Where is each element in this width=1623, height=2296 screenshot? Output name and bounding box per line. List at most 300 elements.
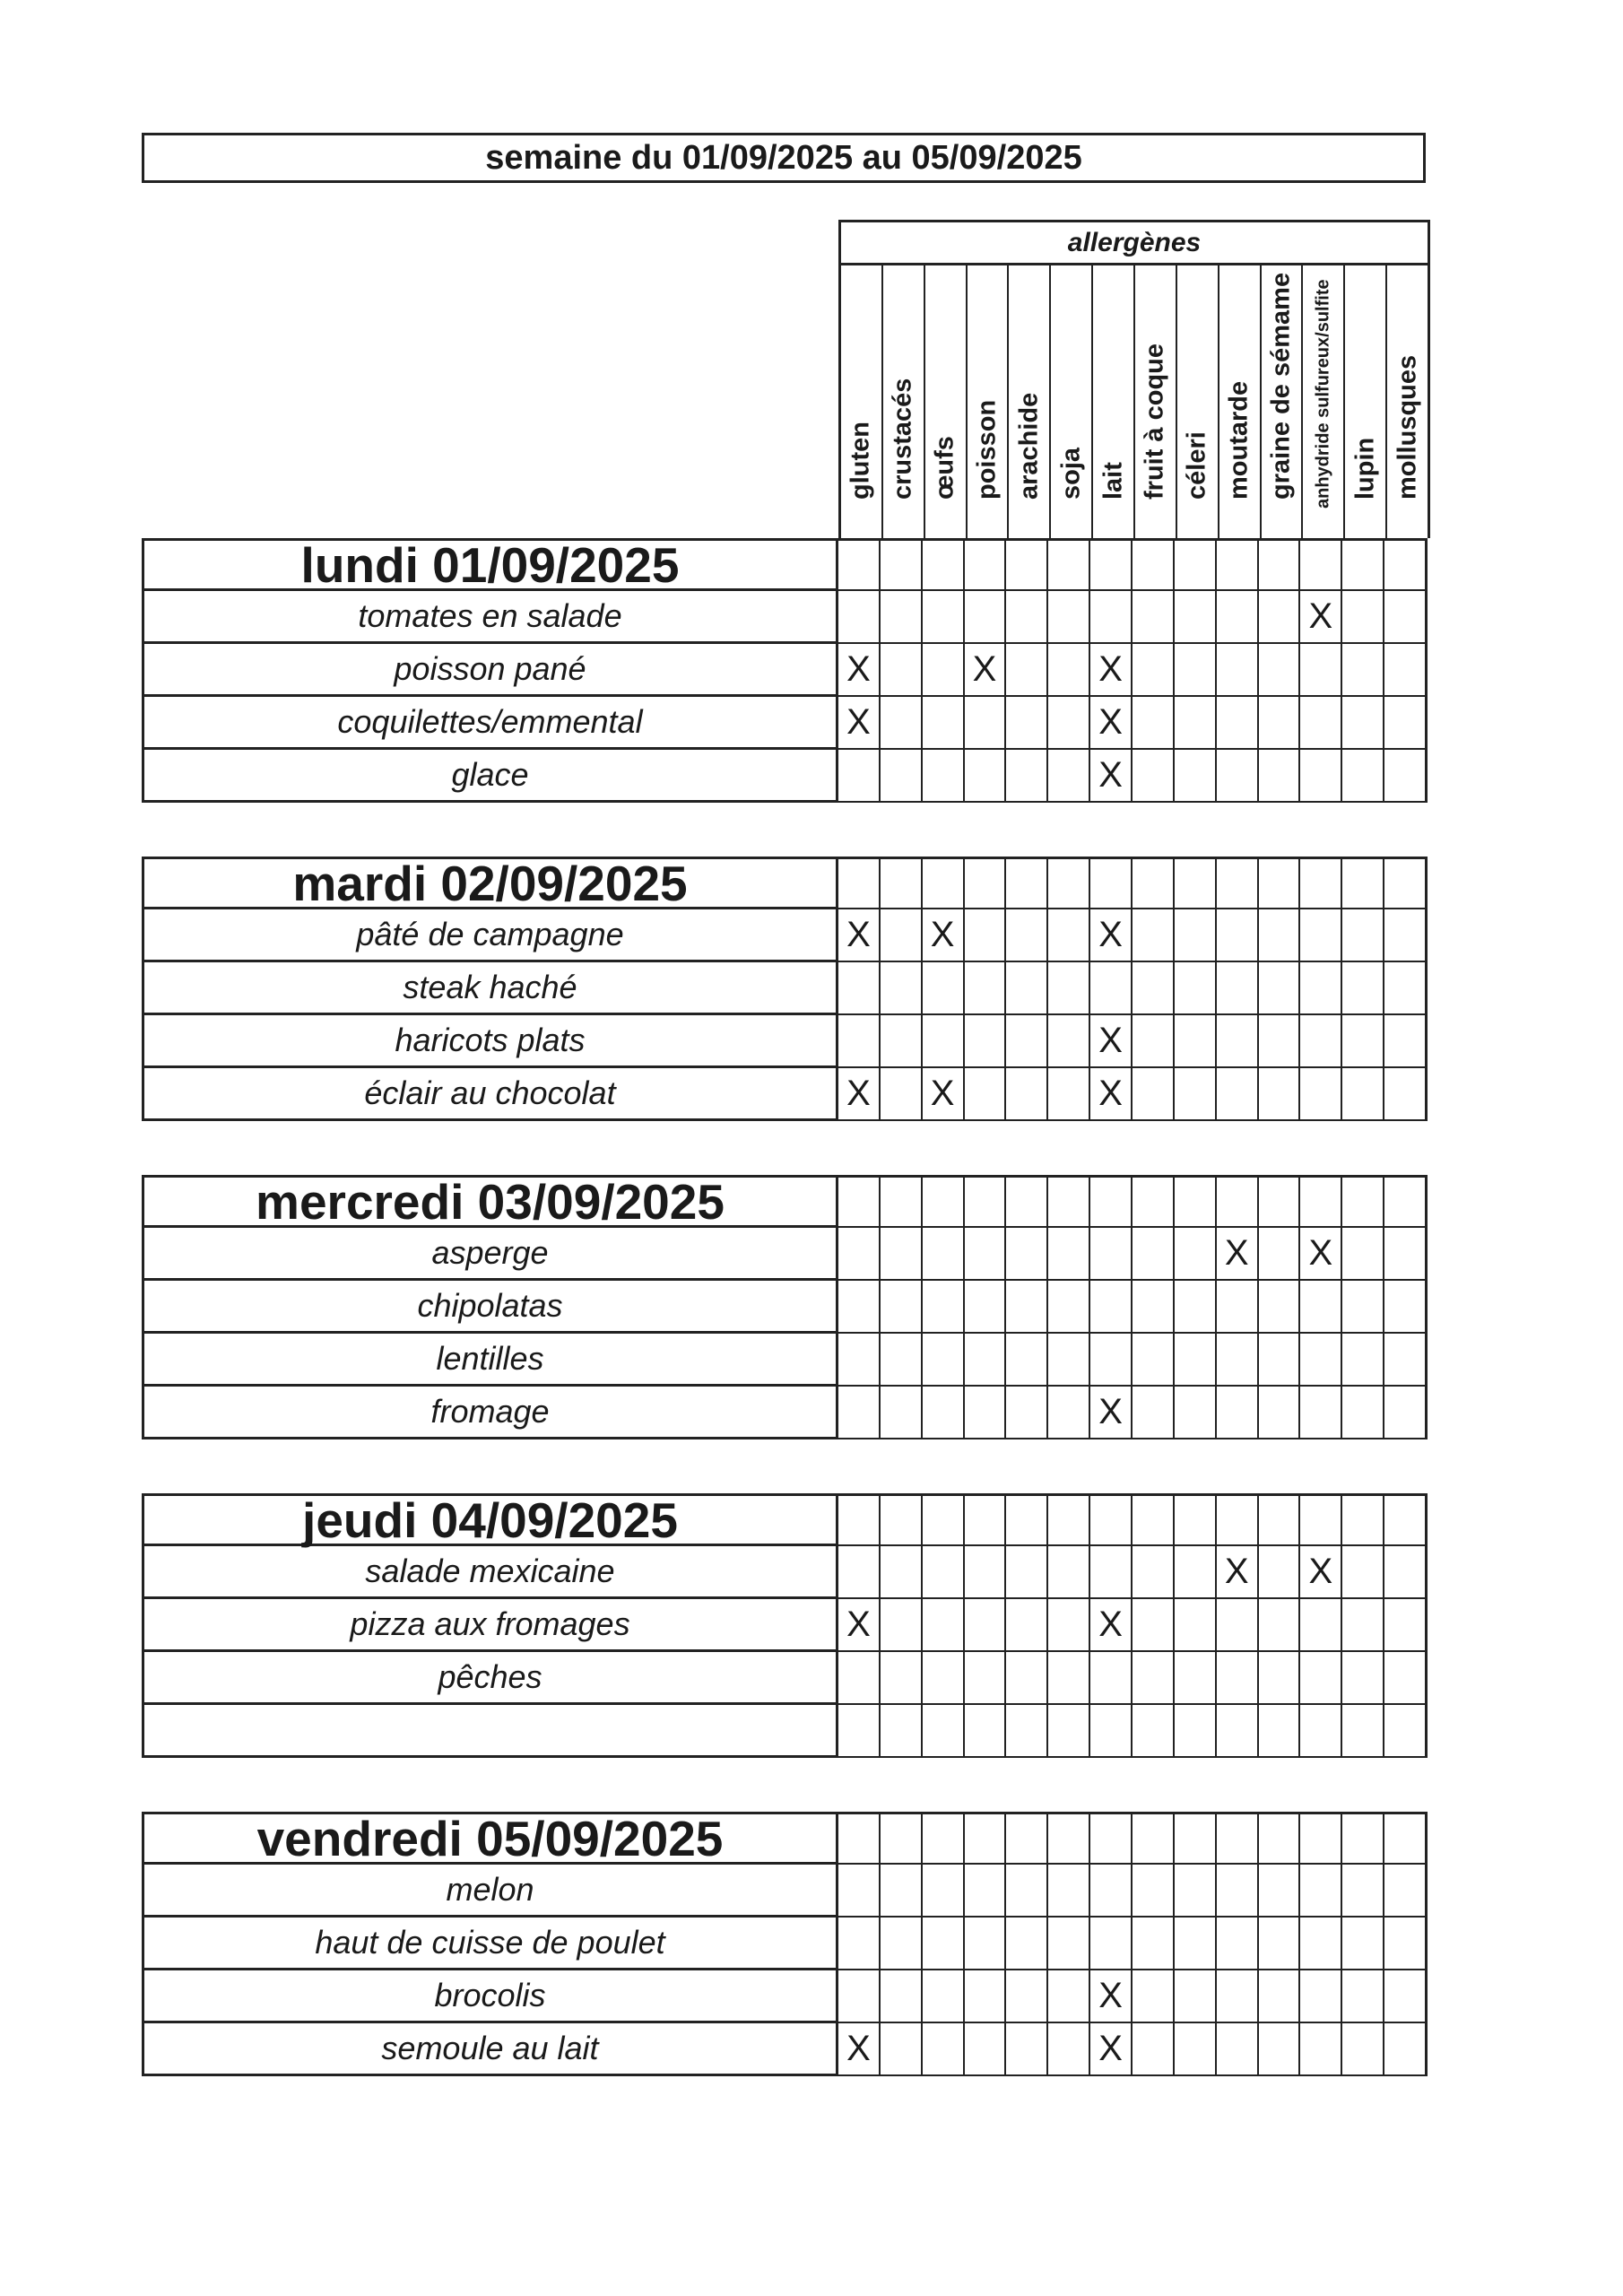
allergen-cell: [1259, 2023, 1301, 2076]
allergen-cell: [1133, 1228, 1175, 1281]
allergen-cell: [923, 697, 965, 750]
allergen-cells: [838, 909, 1428, 962]
allergen-cell: [1090, 1281, 1133, 1334]
allergen-cell: X: [1217, 1546, 1259, 1599]
allergen-cell: [1300, 909, 1342, 962]
dish-name: coquilettes/emmental: [142, 697, 838, 750]
allergen-cell: [965, 1652, 1007, 1705]
allergen-cell: [1048, 1334, 1090, 1387]
allergen-cell: [1342, 1812, 1384, 1865]
allergen-cell: [838, 1493, 881, 1546]
allergen-cell: X: [838, 2023, 881, 2076]
allergen-cell: [881, 1387, 923, 1439]
allergen-cell: [1048, 857, 1090, 909]
allergen-cell: [965, 1281, 1007, 1334]
allergen-cell: [1090, 962, 1133, 1015]
allergen-cell: X: [838, 697, 881, 750]
allergen-cell: [881, 644, 923, 697]
allergen-cell: [1090, 1918, 1133, 1970]
allergen-cell: [881, 1970, 923, 2023]
allergen-cell: [1175, 1705, 1217, 1758]
allergen-cell: [1259, 538, 1301, 591]
allergen-cell: [881, 1865, 923, 1918]
day-block: [142, 538, 1428, 803]
allergen-cell: [923, 1015, 965, 1068]
day-block: [142, 1812, 1428, 2076]
allergen-cell: [1006, 857, 1048, 909]
dish-row: [142, 1970, 1428, 2023]
allergen-cell: [1048, 1068, 1090, 1121]
allergen-cell: [1090, 857, 1133, 909]
allergen-cell: X: [1090, 1068, 1133, 1121]
allergen-cell: [1259, 1228, 1301, 1281]
allergen-cell: [1217, 1015, 1259, 1068]
allergen-cell: [965, 1493, 1007, 1546]
allergen-cell: [1133, 1334, 1175, 1387]
allergen-cell: [1342, 1334, 1384, 1387]
allergen-cell: [838, 591, 881, 644]
allergen-cell: [1384, 1970, 1428, 2023]
allergen-cell: [1342, 1281, 1384, 1334]
allergen-cells: [838, 1812, 1428, 1865]
allergen-label: poisson: [972, 399, 1002, 500]
allergen-cell: [1175, 1334, 1217, 1387]
allergen-cell: X: [838, 909, 881, 962]
allergen-cell: X: [838, 1068, 881, 1121]
day-block: [142, 1175, 1428, 1439]
allergen-cell: [881, 1015, 923, 1068]
allergen-cell: [1048, 538, 1090, 591]
allergen-cell: [1006, 697, 1048, 750]
allergen-cell: X: [1090, 2023, 1133, 2076]
allergen-cells: [838, 1546, 1428, 1599]
allergen-cell: [965, 1865, 1007, 1918]
allergen-cell: [965, 1599, 1007, 1652]
dish-name: melon: [142, 1865, 838, 1918]
allergen-cell: [1048, 1493, 1090, 1546]
allergen-cell: [923, 1812, 965, 1865]
dish-row: [142, 1068, 1428, 1121]
allergen-cell: [1006, 1652, 1048, 1705]
allergen-cell: [1384, 1812, 1428, 1865]
allergen-cell: [923, 1599, 965, 1652]
dish-name: éclair au chocolat: [142, 1068, 838, 1121]
allergen-header: [838, 220, 1430, 538]
allergen-cell: X: [1090, 697, 1133, 750]
allergen-cell: [1384, 1705, 1428, 1758]
allergen-cell: [923, 1281, 965, 1334]
allergen-label: œufs: [930, 436, 959, 500]
allergen-cell: [1300, 1387, 1342, 1439]
allergen-columns: [838, 263, 1430, 538]
allergen-cell: [1048, 1387, 1090, 1439]
allergen-cell: [838, 1387, 881, 1439]
allergen-cell: [1217, 1175, 1259, 1228]
allergen-cell: [1217, 2023, 1259, 2076]
allergen-label: lait: [1098, 462, 1128, 500]
allergen-cell: [838, 750, 881, 803]
allergen-cell: [1175, 1387, 1217, 1439]
allergen-cell: [838, 1175, 881, 1228]
allergen-cell: [1133, 644, 1175, 697]
allergen-cell: [965, 750, 1007, 803]
allergen-cell: [1217, 538, 1259, 591]
allergen-cell: [1175, 1970, 1217, 2023]
dish-row: [142, 909, 1428, 962]
day-title-row: [142, 857, 1428, 909]
allergen-label: anhydride sulfureux/sulfite: [1313, 279, 1333, 509]
allergen-cell: [1342, 1599, 1384, 1652]
allergen-cell: [1133, 1599, 1175, 1652]
allergen-cell: [1090, 1546, 1133, 1599]
allergen-cell: [1090, 1865, 1133, 1918]
allergen-cell: [965, 1387, 1007, 1439]
allergen-cell: X: [838, 1599, 881, 1652]
allergen-cell: [1300, 2023, 1342, 2076]
allergen-cell: [881, 1918, 923, 1970]
allergen-cell: [1133, 857, 1175, 909]
allergen-cell: [1300, 1865, 1342, 1918]
allergen-label: graine de sémame: [1266, 272, 1296, 500]
dish-name: brocolis: [142, 1970, 838, 2023]
dish-name: pêches: [142, 1652, 838, 1705]
day-title: mercredi 03/09/2025: [142, 1175, 838, 1228]
allergen-cell: [1133, 1812, 1175, 1865]
allergen-cell: [1006, 1599, 1048, 1652]
allergen-cell: [1342, 1705, 1384, 1758]
allergen-cell: [1217, 644, 1259, 697]
dish-row: [142, 1015, 1428, 1068]
allergen-cell: [1175, 1068, 1217, 1121]
allergen-cell: [1006, 1493, 1048, 1546]
allergen-cell: [965, 1228, 1007, 1281]
allergen-cell: [881, 857, 923, 909]
allergen-cell: [1217, 1334, 1259, 1387]
allergen-cell: [881, 1812, 923, 1865]
allergen-cell: [1217, 1281, 1259, 1334]
allergen-cells: [838, 1015, 1428, 1068]
allergen-cell: [1048, 2023, 1090, 2076]
allergen-cell: X: [1090, 1599, 1133, 1652]
allergen-cell: [1133, 538, 1175, 591]
allergen-cell: [965, 962, 1007, 1015]
day-block: [142, 1493, 1428, 1758]
allergen-cell: [923, 1228, 965, 1281]
allergen-cell: [1300, 1918, 1342, 1970]
allergen-cell: [1006, 1281, 1048, 1334]
allergen-cell: X: [1300, 1546, 1342, 1599]
dish-name: glace: [142, 750, 838, 803]
allergen-cell: [965, 1334, 1007, 1387]
allergen-cells: [838, 1599, 1428, 1652]
allergen-cell: [1384, 1334, 1428, 1387]
allergen-cell: [1342, 1865, 1384, 1918]
allergen-cell: [965, 1546, 1007, 1599]
allergen-cell: [881, 1175, 923, 1228]
allergen-column-header: [1007, 265, 1049, 538]
allergen-label: crustacés: [888, 378, 917, 500]
allergen-cell: [1133, 1281, 1175, 1334]
week-title: semaine du 01/09/2025 au 05/09/2025: [485, 138, 1082, 177]
allergen-cell: [881, 962, 923, 1015]
allergen-cell: [881, 1546, 923, 1599]
allergen-cell: [1259, 1652, 1301, 1705]
allergen-cell: [1259, 1705, 1301, 1758]
allergen-cells: [838, 1865, 1428, 1918]
allergen-cell: [1006, 909, 1048, 962]
allergen-column-header: [1218, 265, 1260, 538]
allergen-column-header: [924, 265, 966, 538]
allergen-cell: [1217, 1652, 1259, 1705]
allergen-cell: [923, 962, 965, 1015]
allergen-cell: [881, 2023, 923, 2076]
allergen-cells: [838, 1387, 1428, 1439]
day-block: [142, 857, 1428, 1121]
allergen-cell: [965, 697, 1007, 750]
dish-row: [142, 2023, 1428, 2076]
allergen-cell: [838, 1015, 881, 1068]
allergen-cell: [1175, 1652, 1217, 1705]
allergen-cell: [1048, 1228, 1090, 1281]
allergen-cell: [1217, 697, 1259, 750]
allergen-cell: [1006, 591, 1048, 644]
allergen-cell: X: [1090, 1387, 1133, 1439]
allergen-cell: [1175, 909, 1217, 962]
allergen-cell: [923, 1918, 965, 1970]
allergen-cell: [1384, 1493, 1428, 1546]
allergen-cell: [881, 1334, 923, 1387]
allergen-cell: [1384, 1546, 1428, 1599]
allergen-cell: [923, 538, 965, 591]
allergen-cell: [923, 750, 965, 803]
allergen-column-header: [1385, 265, 1428, 538]
allergen-cell: [1175, 1812, 1217, 1865]
allergen-cell: [881, 591, 923, 644]
allergen-cell: [1175, 1918, 1217, 1970]
allergen-cell: [1090, 1652, 1133, 1705]
allergen-cell: [1217, 1865, 1259, 1918]
allergen-cell: [1259, 697, 1301, 750]
allergen-cell: [1300, 1015, 1342, 1068]
allergen-cell: [965, 1918, 1007, 1970]
allergen-cell: [1342, 538, 1384, 591]
dish-row: [142, 1599, 1428, 1652]
allergen-cell: [1384, 538, 1428, 591]
allergen-cell: [1342, 1546, 1384, 1599]
allergen-cell: X: [1090, 750, 1133, 803]
allergen-cell: [1133, 750, 1175, 803]
allergen-cell: [1175, 962, 1217, 1015]
allergen-cell: [1342, 962, 1384, 1015]
day-title: lundi 01/09/2025: [142, 538, 838, 591]
allergen-cells: [838, 962, 1428, 1015]
dish-name: [142, 1705, 838, 1758]
allergen-cell: [1342, 1015, 1384, 1068]
allergen-cell: [1133, 2023, 1175, 2076]
allergen-cell: [1384, 1865, 1428, 1918]
allergen-cell: [1300, 1812, 1342, 1865]
allergen-cell: [1048, 1865, 1090, 1918]
allergen-cell: [1300, 1493, 1342, 1546]
dish-name: poisson pané: [142, 644, 838, 697]
allergen-cell: [1048, 1281, 1090, 1334]
allergen-cell: [1300, 1175, 1342, 1228]
allergen-cell: [1259, 962, 1301, 1015]
allergen-cell: [1217, 909, 1259, 962]
allergen-cell: [1259, 1015, 1301, 1068]
allergen-cell: [1384, 962, 1428, 1015]
allergen-cell: [965, 2023, 1007, 2076]
allergen-cell: [923, 1652, 965, 1705]
dish-name: asperge: [142, 1228, 838, 1281]
allergen-cell: [1259, 1334, 1301, 1387]
allergen-cell: [1300, 857, 1342, 909]
allergen-cell: [1006, 1970, 1048, 2023]
allergen-cell: [881, 750, 923, 803]
allergen-cell: [1133, 1068, 1175, 1121]
allergen-cell: [1300, 1334, 1342, 1387]
allergen-cell: [1217, 1493, 1259, 1546]
allergen-cell: [923, 1970, 965, 2023]
allergen-cell: [1048, 909, 1090, 962]
allergen-column-header: [1301, 265, 1343, 538]
allergen-cells: [838, 857, 1428, 909]
dish-name: lentilles: [142, 1334, 838, 1387]
allergen-cell: [1133, 1387, 1175, 1439]
allergen-column-header: [1091, 265, 1133, 538]
allergen-cell: [1384, 1015, 1428, 1068]
allergen-cell: [1133, 1918, 1175, 1970]
allergen-cell: [1259, 1387, 1301, 1439]
allergen-cell: [1006, 1387, 1048, 1439]
dish-row: [142, 644, 1428, 697]
allergen-cell: [1342, 591, 1384, 644]
day-title-row: [142, 538, 1428, 591]
allergen-cells: [838, 1068, 1428, 1121]
allergen-column-header: [841, 265, 881, 538]
allergen-cell: [923, 1865, 965, 1918]
allergen-cell: [1133, 697, 1175, 750]
allergen-cell: [965, 1068, 1007, 1121]
allergen-column-header: [1133, 265, 1176, 538]
allergen-cell: [881, 697, 923, 750]
allergen-cell: [881, 538, 923, 591]
allergen-column-header: [1343, 265, 1385, 538]
allergen-cell: [1175, 1281, 1217, 1334]
allergen-cell: [1384, 644, 1428, 697]
dish-name: chipolatas: [142, 1281, 838, 1334]
day-title: vendredi 05/09/2025: [142, 1812, 838, 1865]
dish-row: [142, 1281, 1428, 1334]
allergen-cell: [1006, 1865, 1048, 1918]
allergen-cell: [1384, 697, 1428, 750]
allergen-cell: [1048, 1705, 1090, 1758]
allergen-cell: [1006, 1228, 1048, 1281]
allergen-cell: [1300, 1599, 1342, 1652]
allergen-cell: [1175, 644, 1217, 697]
dish-row: [142, 1865, 1428, 1918]
allergen-cell: [1133, 1652, 1175, 1705]
allergen-cell: [1175, 1865, 1217, 1918]
dish-row: [142, 697, 1428, 750]
allergen-cell: [1259, 909, 1301, 962]
allergen-cell: [1090, 1334, 1133, 1387]
allergen-cell: [1175, 697, 1217, 750]
allergen-cell: [1175, 857, 1217, 909]
allergen-cell: [1090, 1812, 1133, 1865]
allergen-cell: [1300, 1068, 1342, 1121]
dish-row: [142, 962, 1428, 1015]
allergen-cell: [1175, 750, 1217, 803]
allergen-cell: [1342, 1970, 1384, 2023]
allergen-cell: [1048, 1175, 1090, 1228]
allergen-cells: [838, 591, 1428, 644]
allergen-cells: [838, 538, 1428, 591]
allergen-cell: [838, 1281, 881, 1334]
allergen-cell: [1175, 1228, 1217, 1281]
allergen-cell: [1175, 538, 1217, 591]
dish-name: pizza aux fromages: [142, 1599, 838, 1652]
allergen-cell: [923, 1546, 965, 1599]
allergen-cell: [1300, 1970, 1342, 2023]
allergen-cell: [1217, 591, 1259, 644]
allergen-cell: [1217, 750, 1259, 803]
allergen-label: gluten: [846, 422, 875, 500]
dish-row: [142, 591, 1428, 644]
dish-row: [142, 1387, 1428, 1439]
allergen-cell: X: [1300, 1228, 1342, 1281]
dish-row: [142, 1705, 1428, 1758]
allergen-cell: [965, 591, 1007, 644]
allergen-cell: [1342, 750, 1384, 803]
allergen-cells: [838, 2023, 1428, 2076]
allergen-cell: [1048, 1812, 1090, 1865]
allergen-cell: [1048, 1918, 1090, 1970]
allergen-cell: [1090, 591, 1133, 644]
allergen-cells: [838, 1334, 1428, 1387]
allergen-cell: [1384, 1918, 1428, 1970]
allergen-cell: [1259, 1493, 1301, 1546]
allergen-cell: [1006, 1068, 1048, 1121]
allergen-cell: [1300, 962, 1342, 1015]
allergen-cell: [1300, 538, 1342, 591]
dish-row: [142, 1228, 1428, 1281]
week-header: [142, 133, 1426, 183]
allergen-column-header: [1176, 265, 1218, 538]
allergen-cell: [838, 1970, 881, 2023]
allergen-cell: X: [923, 1068, 965, 1121]
dish-name: pâté de campagne: [142, 909, 838, 962]
allergen-cell: [1048, 1015, 1090, 1068]
allergen-cell: [965, 1175, 1007, 1228]
allergen-cell: [1384, 1652, 1428, 1705]
allergen-cell: [1384, 909, 1428, 962]
allergen-cell: [1259, 1970, 1301, 2023]
allergen-cell: [1090, 1705, 1133, 1758]
allergen-cell: [881, 1652, 923, 1705]
allergen-cell: [1048, 1970, 1090, 2023]
allergen-cell: [1342, 1493, 1384, 1546]
allergen-cell: X: [923, 909, 965, 962]
allergen-cell: [923, 1387, 965, 1439]
allergen-cell: [965, 909, 1007, 962]
dish-row: [142, 1652, 1428, 1705]
day-title-row: [142, 1812, 1428, 1865]
day-title: mardi 02/09/2025: [142, 857, 838, 909]
allergen-cell: [1217, 1970, 1259, 2023]
allergen-cell: [1133, 1175, 1175, 1228]
allergen-cells: [838, 1918, 1428, 1970]
